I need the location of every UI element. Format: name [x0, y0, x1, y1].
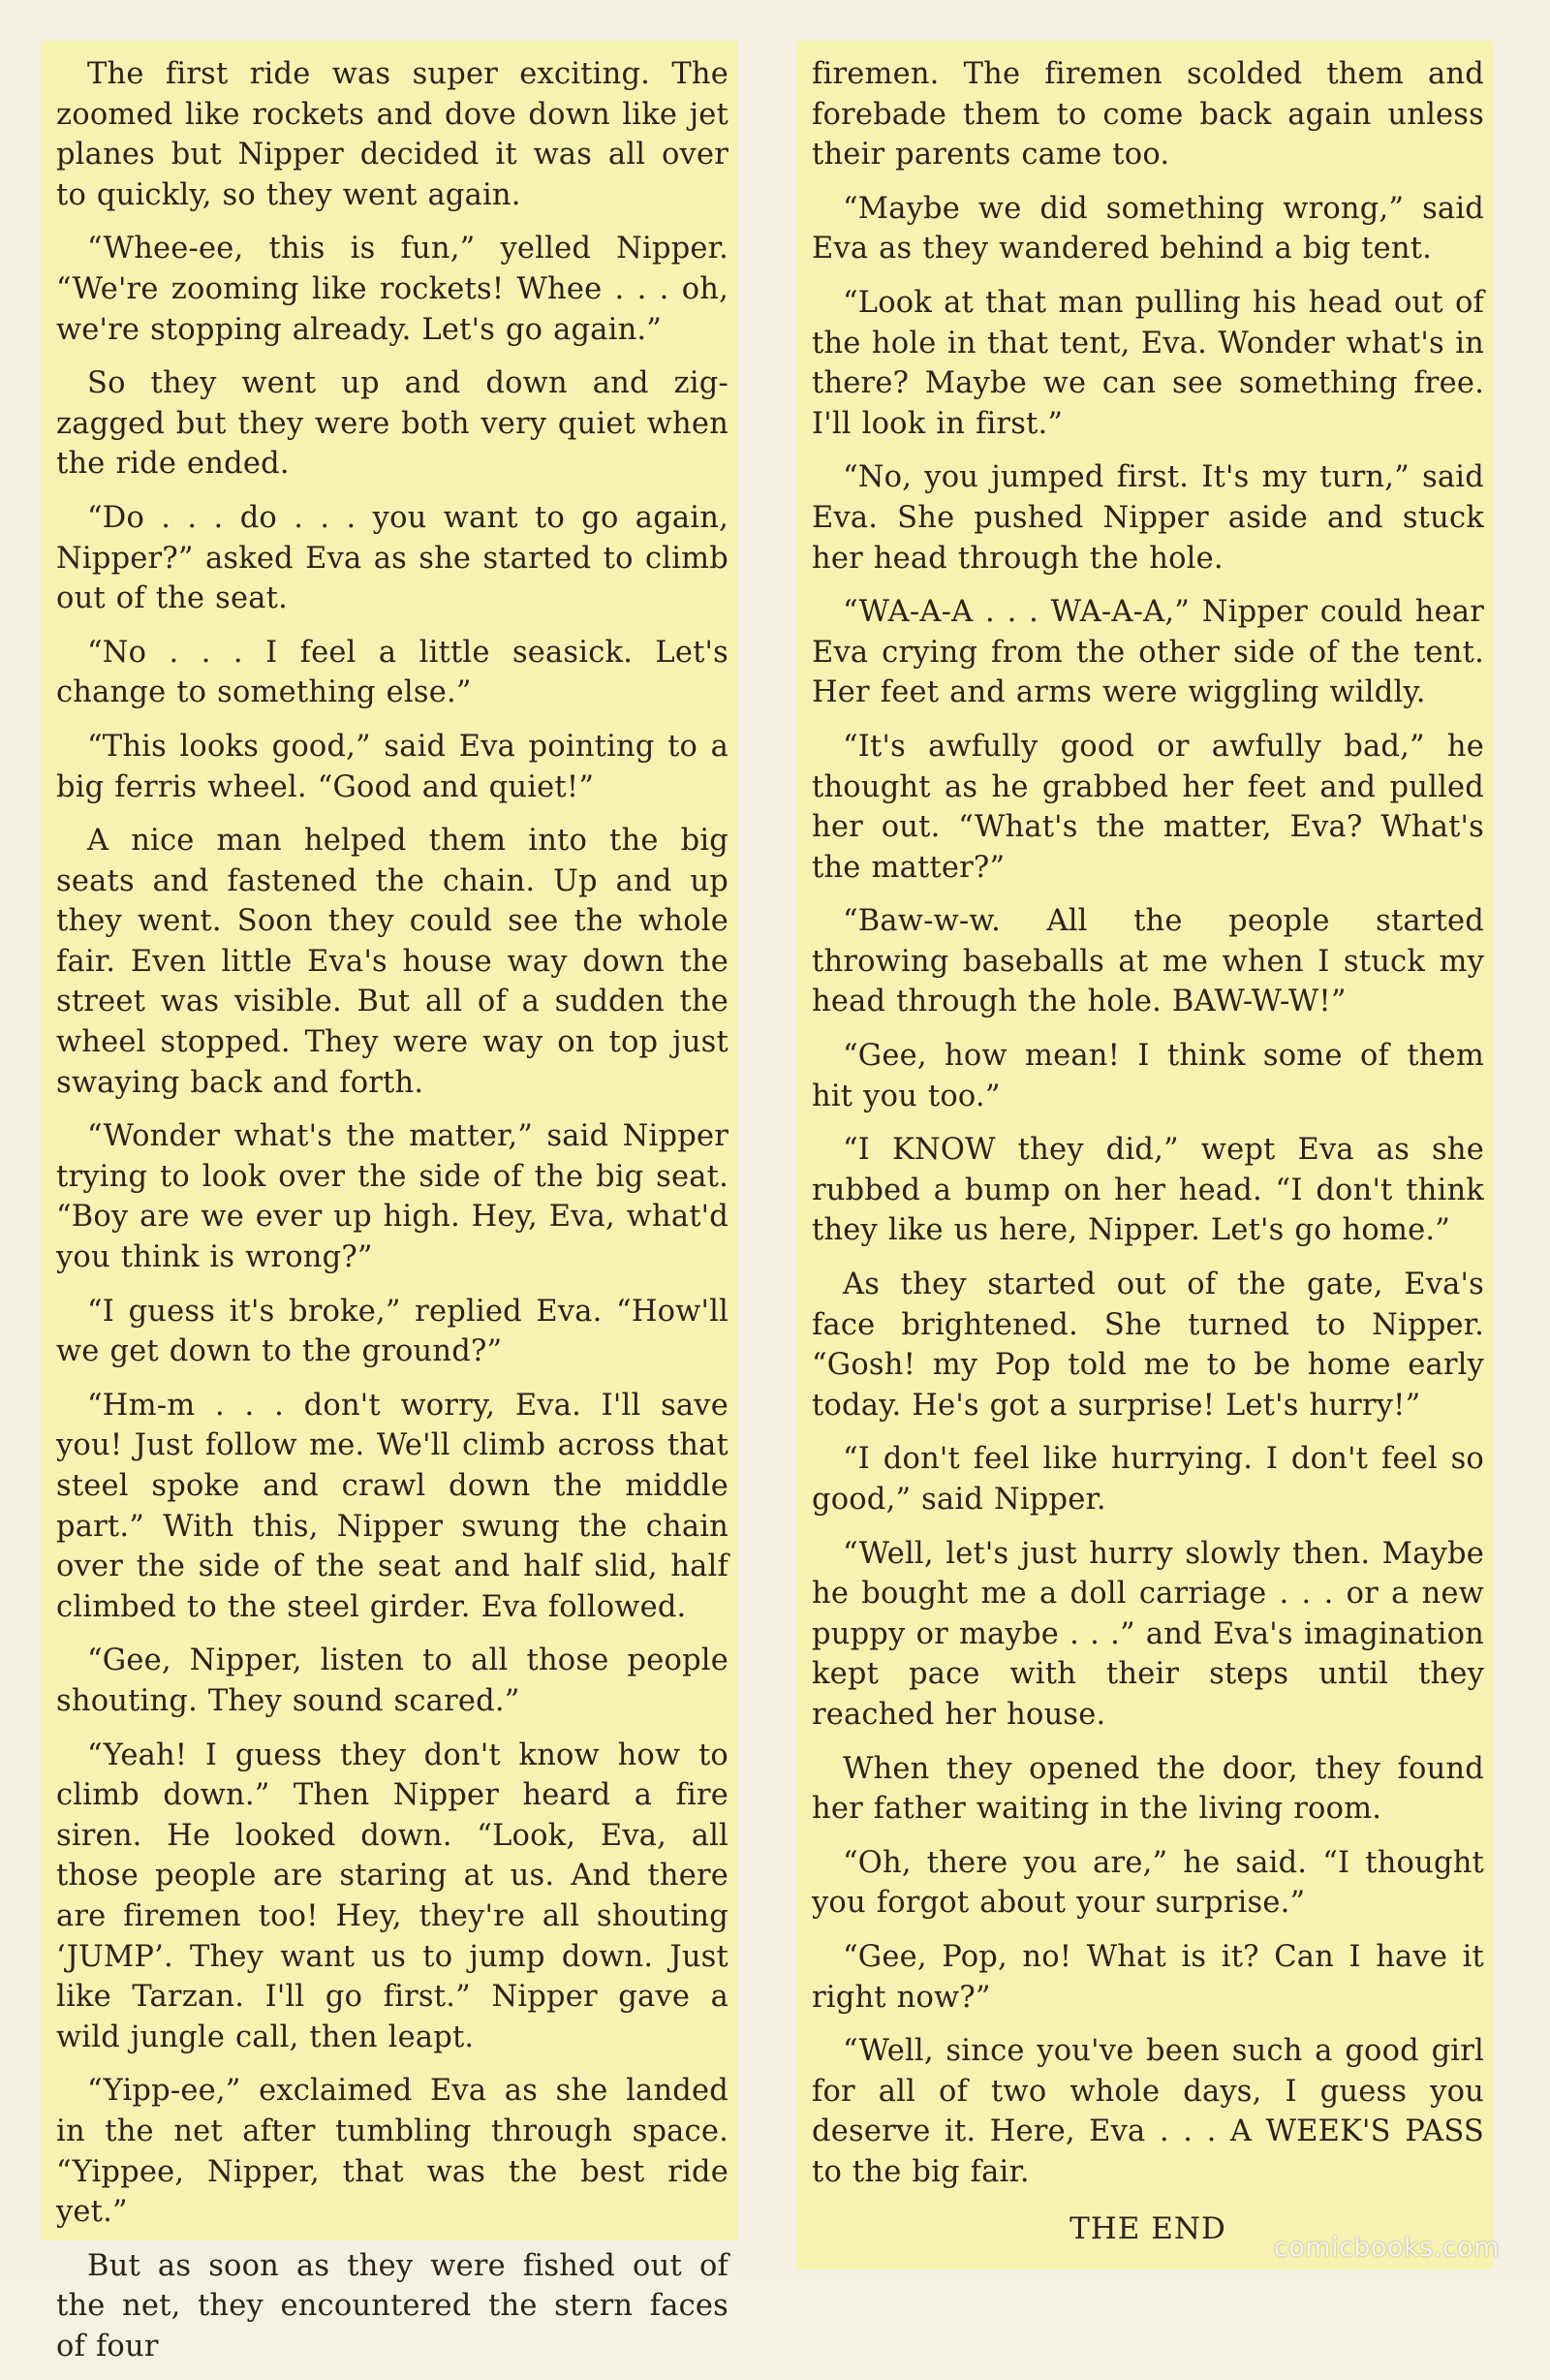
paragraph: “It's awfully good or awfully bad,” he thought as he grabbed her feet and pulled her out. “What's the matter, Eva? What's the matter?” [812, 729, 1484, 885]
paragraph: “No . . . I feel a little seasick. Let's change to something else.” [56, 635, 728, 710]
left-text-column [41, 41, 738, 2364]
paragraph: “Hm-m . . . don't worry, Eva. I'll save you! Just follow me. We'll climb across that steel spoke and crawl down the middle part.” With this, Nipper swung the chain over the side of the seat and half slid, half climbed to the steel girder. Eva followed. [56, 1388, 728, 1624]
the-end-label: THE END [1070, 2210, 1226, 2246]
paragraph: “WA-A-A . . . WA-A-A,” Nipper could hear Eva crying from the other side of the tent. Her feet and arms were wiggling wildly. [812, 595, 1484, 710]
paragraph: firemen. The firemen scolded them and forebade them to come back again unless their parents came too. [812, 57, 1484, 172]
paragraph: “I guess it's broke,” replied Eva. “How'll we get down to the ground?” [56, 1294, 728, 1369]
paragraph: “I don't feel like hurrying. I don't feel so good,” said Nipper. [812, 1442, 1484, 1517]
paragraph: A nice man helped them into the big seats and fastened the chain. Up and up they went. Soon they could see the whole fair. Even little Eva's house way down the street was visible. But all of a sudden the wheel stopped. They were way on top just swaying back and forth. [56, 824, 728, 1100]
paragraph: “Oh, there you are,” he said. “I thought you forgot about your surprise.” [812, 1845, 1484, 1921]
paragraph: But as soon as they were fished out of the net, they encountered the stern faces of four [56, 2248, 728, 2364]
right-text-column [796, 41, 1494, 2270]
paragraph: “Baw-w-w. All the people started throwing baseballs at me when I stuck my head through the hole. BAW-W-W!” [812, 904, 1484, 1019]
paragraph: As they started out of the gate, Eva's face brightened. She turned to Nipper. “Gosh! my Pop told me to be home early today. He's got a surprise! Let's hurry!” [812, 1268, 1484, 1423]
paragraph: “Gee, how mean! I think some of them hit you too.” [812, 1039, 1484, 1113]
paragraph: “Well, let's just hurry slowly then. Maybe he bought me a doll carriage . . . or a new puppy or maybe . . .” and Eva's imagination kept pace with their steps until they reached her house. [812, 1536, 1484, 1732]
paragraph: “Gee, Pop, no! What is it? Can I have it right now?” [812, 1939, 1484, 2015]
paragraph: “Gee, Nipper, listen to all those people shouting. They sound scared.” [56, 1644, 728, 1718]
paragraph: “Maybe we did something wrong,” said Eva as they wandered behind a big tent. [812, 191, 1484, 266]
paragraph: So they went up and down and zig-zagged but they were both very quiet when the ride ended. [56, 366, 728, 482]
paragraph: “This looks good,” said Eva pointing to a big ferris wheel. “Good and quiet!” [56, 729, 728, 804]
paragraph: When they opened the door, they found her father waiting in the living room. [812, 1751, 1484, 1827]
paragraph: The first ride was super exciting. The zoomed like rockets and dove down like jet planes but Nipper decided it was all over to quickly, so they went again. [56, 57, 728, 212]
paragraph: “I KNOW they did,” wept Eva as she rubbed a bump on her head. “I don't think they like us here, Nipper. Let's go home.” [812, 1133, 1484, 1248]
watermark: comicbooks.com [1273, 2233, 1500, 2263]
paragraph: “Whee-ee, this is fun,” yelled Nipper. “We're zooming like rockets! Whee . . . oh, we're stopping already. Let's go again.” [56, 232, 728, 347]
paragraph: “Do . . . do . . . you want to go again, Nipper?” asked Eva as she started to climb out of the seat. [56, 500, 728, 616]
paragraph: “Wonder what's the matter,” said Nipper trying to look over the side of the big seat. “Boy are we ever up high. Hey, Eva, what'd you think is wrong?” [56, 1119, 728, 1275]
paragraph: “Well, since you've been such a good girl for all of two whole days, I guess you deserve it. Here, Eva . . . A WEEK'S PASS to the big fair. [812, 2034, 1484, 2189]
paragraph: “No, you jumped first. It's my turn,” said Eva. She pushed Nipper aside and stuck her head through the hole. [812, 460, 1484, 576]
paragraph: “Yipp-ee,” exclaimed Eva as she landed in the net after tumbling through space. “Yippee, Nipper, that was the best ride yet.” [56, 2074, 728, 2230]
paragraph: “Look at that man pulling his head out of the hole in that tent, Eva. Wonder what's in there? Maybe we can see something free. I'll look in first.” [812, 285, 1484, 441]
paragraph: “Yeah! I guess they don't know how to climb down.” Then Nipper heard a fire siren. He looked down. “Look, Eva, all those people are staring at us. And there are firemen too! Hey, they're all shouting ‘JUMP’. They want us to jump down. Just like Tarzan. I'll go first.” Nipper gave a wild jungle call, then leapt. [56, 1738, 728, 2054]
